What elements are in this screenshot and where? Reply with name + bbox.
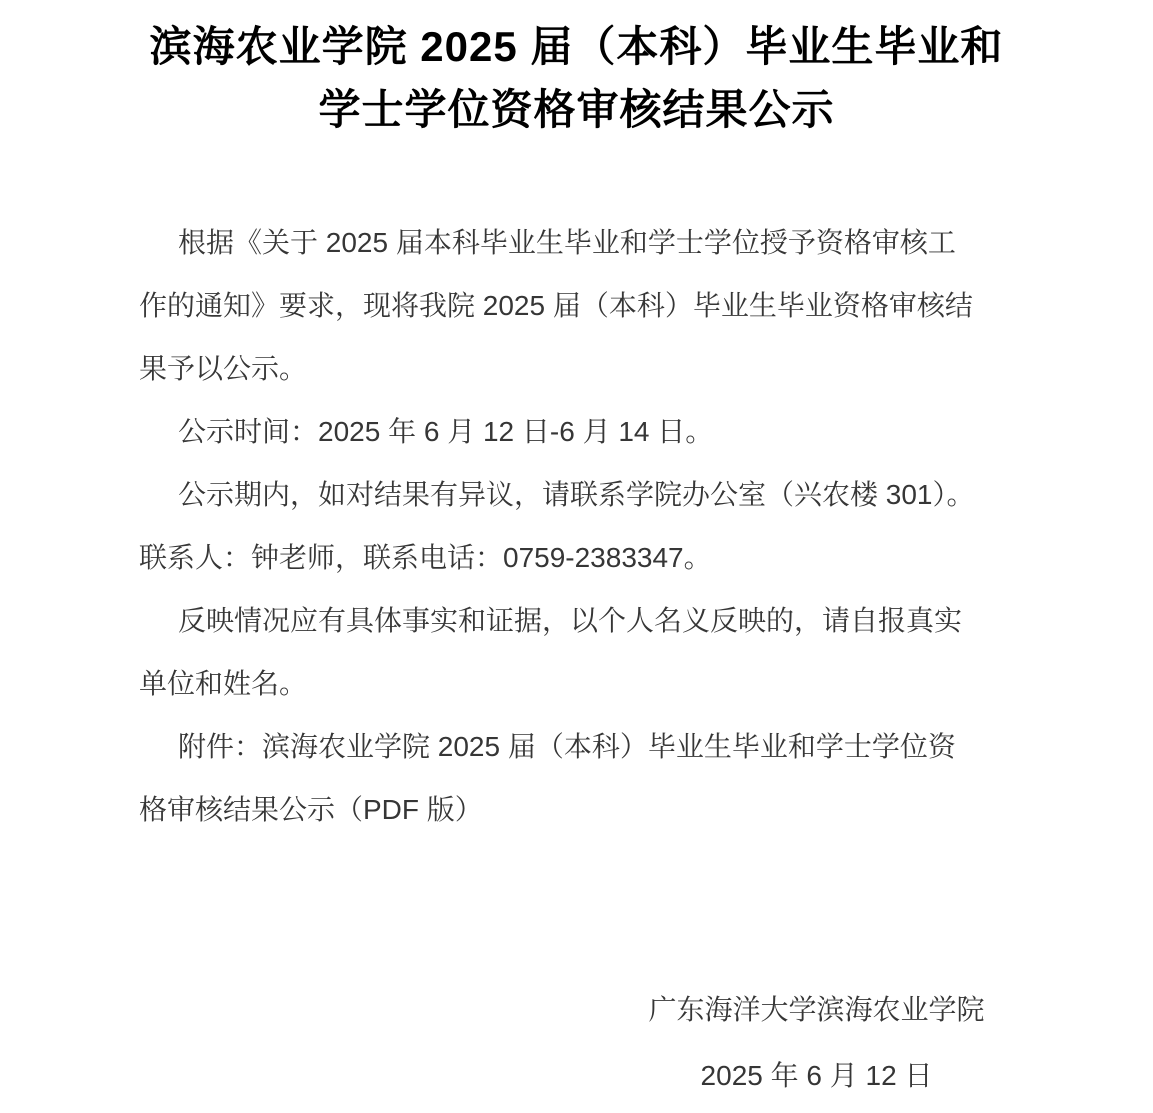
body-line: 作的通知》要求，现将我院 2025 届（本科）毕业生毕业资格审核结 — [139, 290, 973, 321]
document-body — [0, 211, 1153, 841]
signature-org: 广东海洋大学滨海农业学院 — [648, 994, 985, 1025]
page-title — [0, 0, 1153, 141]
body-line: 根据《关于 2025 届本科毕业生毕业和学士学位授予资格审核工 — [178, 227, 956, 258]
body-line: 公示时间：2025 年 6 月 12 日-6 月 14 日。 — [178, 416, 714, 447]
paragraph-intro — [139, 211, 1023, 400]
signature-date: 2025 年 6 月 12 日 — [700, 1060, 933, 1091]
body-line: 公示期内，如对结果有异议，请联系学院办公室（兴农楼 301）。 — [178, 479, 975, 510]
paragraph-feedback-rules — [139, 589, 1023, 715]
paragraph-publicity-period — [139, 400, 1023, 463]
paragraph-contact — [139, 463, 1023, 589]
body-line: 单位和姓名。 — [139, 668, 308, 699]
title-line-1: 滨海农业学院 2025 届（本科）毕业生毕业和 — [149, 23, 1004, 70]
body-line: 附件：滨海农业学院 2025 届（本科）毕业生毕业和学士学位资 — [178, 731, 956, 762]
body-line: 联系人：钟老师，联系电话：0759-2383347。 — [139, 542, 712, 573]
body-line: 果予以公示。 — [139, 353, 308, 384]
body-line: 反映情况应有具体事实和证据，以个人名义反映的，请自报真实 — [178, 605, 963, 636]
body-line: 格审核结果公示（PDF 版） — [139, 794, 483, 825]
signature-block — [480, 978, 1153, 1107]
paragraph-attachment — [139, 715, 1023, 841]
title-line-2: 学士学位资格审核结果公示 — [318, 86, 835, 133]
